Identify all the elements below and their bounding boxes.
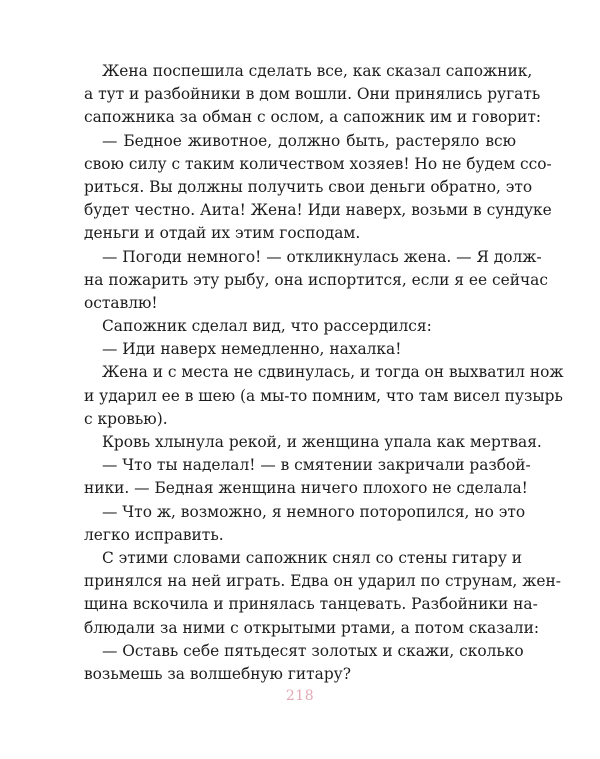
text-line: — Что ж, возможно, я немного поторопился, но это — [102, 502, 526, 521]
text-line: деньги и отдай их этим господам. — [84, 224, 361, 243]
text-line: оставлю! — [84, 293, 158, 312]
text-line: свою силу с таким количеством хозяев! Но не будем ссо- — [84, 154, 552, 173]
text-line: — Иди наверх немедленно, нахалка! — [102, 340, 402, 359]
text-line: будет честно. Аита! Жена! Иди наверх, возьми в сундуке — [84, 201, 552, 220]
text-line: с кровью). — [84, 409, 168, 428]
text-line: легко исправить. — [84, 525, 224, 544]
text-line: С этими словами сапожник снял со стены гитару и — [102, 548, 523, 567]
text-line: на пожарить эту рыбу, она испортится, если я ее сейчас — [84, 270, 548, 289]
text-line: Сапожник сделал вид, что рассердился: — [102, 317, 432, 336]
text-line: — Бедное животное, должно быть, растеряло всю — [102, 131, 516, 150]
text-line: сапожника за обман с ослом, а сапожник им и говорит: — [84, 108, 542, 127]
text-line: Жена и с места не сдвинулась, и тогда он выхватил нож — [102, 363, 564, 382]
text-line: Кровь хлынула рекой, и женщина упала как мертвая. — [102, 433, 542, 451]
text-line: Жена поспешила сделать все, как сказал сапожник, — [102, 62, 533, 80]
text-line: а тут и разбойники в дом вошли. Они принялись ругать — [84, 85, 541, 104]
page-number: 218 — [285, 688, 315, 704]
text-line: принялся на ней играть. Едва он ударил по струнам, жен- — [84, 572, 561, 591]
text-line: и ударил ее в шею (а мы-то помним, что там висел пузырь — [84, 386, 563, 405]
text-line: блюдали за ними с открытыми ртами, а потом сказали: — [84, 618, 540, 637]
text-line: щина вскочила и принялась танцевать. Разбойники на- — [84, 595, 538, 614]
text-line: риться. Вы должны получить свои деньги обратно, это — [84, 177, 533, 196]
text-line: возьмешь за волшебную гитару? — [84, 664, 351, 683]
text-line: — Оставь себе пятьдесят золотых и скажи, сколько — [102, 641, 524, 660]
text-line: ники. — Бедная женщина ничего плохого не сделала! — [84, 479, 528, 498]
text-line: — Что ты наделал! — в смятении закричали разбой- — [102, 456, 531, 475]
text-line: — Погоди немного! — откликнулась жена. — Я долж- — [102, 247, 542, 266]
body-text — [84, 60, 564, 686]
